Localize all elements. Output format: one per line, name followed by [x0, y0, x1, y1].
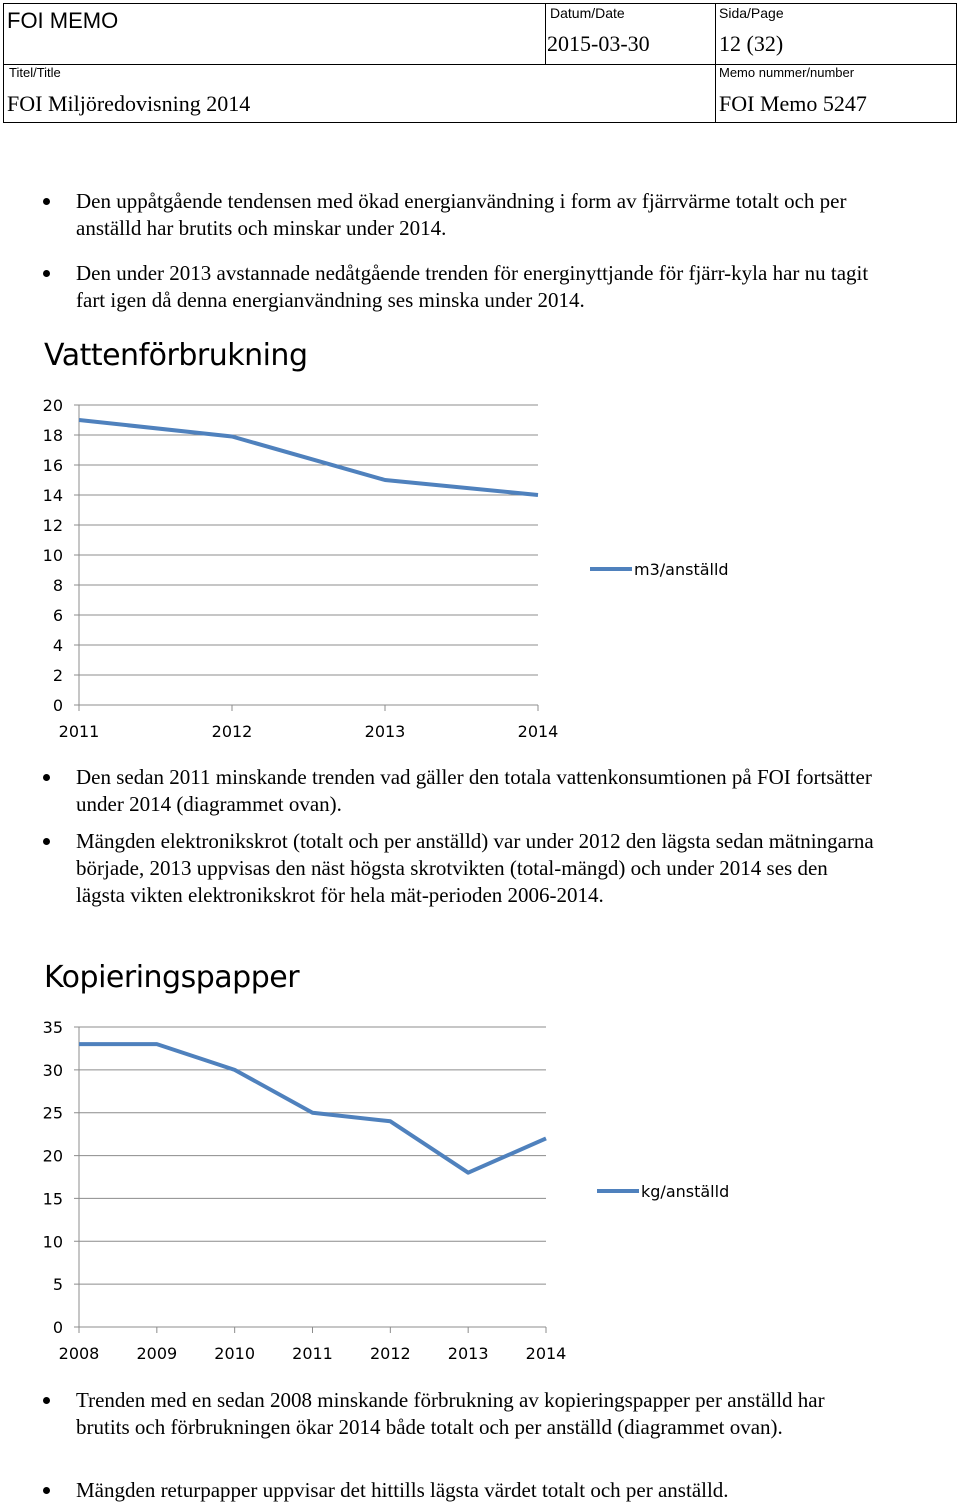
x-tick-label: 2011: [292, 1344, 333, 1363]
y-tick-label: 10: [42, 546, 63, 565]
number-label: Memo nummer/number: [719, 65, 855, 80]
number-value: FOI Memo 5247: [719, 91, 867, 116]
list-item: Den uppåtgående tendensen med ökad energianvändning i form av fjärrvärme totalt och per anställd har brutits och minskar under 2014.: [76, 188, 876, 242]
y-tick-label: 10: [42, 1232, 63, 1252]
x-tick-label: 2009: [136, 1344, 178, 1363]
memo-label: FOI MEMO: [7, 8, 119, 33]
legend-label: kg/anställd: [641, 1182, 730, 1201]
chart-title-kopiering: Kopieringspapper: [44, 960, 300, 995]
x-tick-label: 2014: [525, 1344, 567, 1363]
bullet-dot-icon: [43, 1397, 50, 1404]
list-item: Mängden returpapper uppvisar det hittills lägsta värdet totalt och per anställd.: [76, 1477, 876, 1504]
y-tick-label: 16: [42, 456, 63, 475]
bullet-dot-icon: [43, 1487, 50, 1494]
page-value: 12 (32): [719, 31, 784, 56]
y-tick-label: 15: [42, 1189, 63, 1209]
x-tick-label: 2014: [517, 722, 559, 741]
chart-title-vatten: Vattenförbrukning: [44, 338, 308, 373]
y-tick-label: 0: [52, 1318, 63, 1337]
x-tick-label: 2012: [211, 722, 253, 741]
date-label: Datum/Date: [550, 5, 625, 21]
y-tick-label: 5: [52, 1275, 63, 1295]
x-tick-label: 2013: [447, 1344, 489, 1363]
y-tick-label: 30: [42, 1060, 63, 1080]
y-tick-label: 20: [42, 1146, 63, 1166]
y-tick-label: 18: [42, 426, 63, 445]
series-line: [79, 1044, 546, 1173]
y-tick-label: 0: [52, 696, 63, 715]
list-item: Den under 2013 avstannade nedåtgående trenden för energinyttjande för fjärr-kyla har nu tagit fart igen då denna energianvändning ses minska under 2014.: [76, 260, 876, 314]
y-tick-label: 20: [42, 396, 63, 415]
title-value: FOI Miljöredovisning 2014: [7, 91, 251, 116]
date-value: 2015-03-30: [547, 31, 650, 56]
x-tick-label: 2012: [369, 1344, 411, 1363]
x-tick-label: 2010: [214, 1344, 256, 1363]
legend-label: m3/anställd: [634, 560, 729, 579]
list-item: Trenden med en sedan 2008 minskande förbrukning av kopieringspapper per anställd har brutits och förbrukningen ökar 2014 både totalt och per anställd (diagrammet ovan).: [76, 1387, 876, 1441]
list-item: Den sedan 2011 minskande trenden vad gäller den totala vattenkonsumtionen på FOI fortsätter under 2014 (diagrammet ovan).: [76, 764, 876, 818]
y-tick-label: 6: [52, 606, 63, 625]
x-tick-label: 2013: [364, 722, 406, 741]
list-item: Mängden elektronikskrot (totalt och per anställd) var under 2012 den lägsta sedan mätningarna började, 2013 uppvisas den näst högsta skrotvikten (total-mängd) och under 2014 ses den lägsta vikten elektronikskrot för hela mät-perioden 2006-2014.: [76, 828, 876, 909]
y-tick-label: 25: [42, 1103, 63, 1123]
y-tick-label: 8: [52, 576, 63, 595]
y-tick-label: 4: [52, 636, 63, 655]
y-tick-label: 12: [42, 516, 63, 535]
y-tick-label: 14: [42, 486, 63, 505]
x-tick-label: 2008: [58, 1344, 100, 1363]
x-tick-label: 2011: [58, 722, 100, 741]
page-label: Sida/Page: [719, 5, 784, 21]
y-tick-label: 2: [52, 666, 63, 685]
y-tick-label: 35: [42, 1018, 63, 1037]
title-label: Titel/Title: [9, 65, 61, 80]
